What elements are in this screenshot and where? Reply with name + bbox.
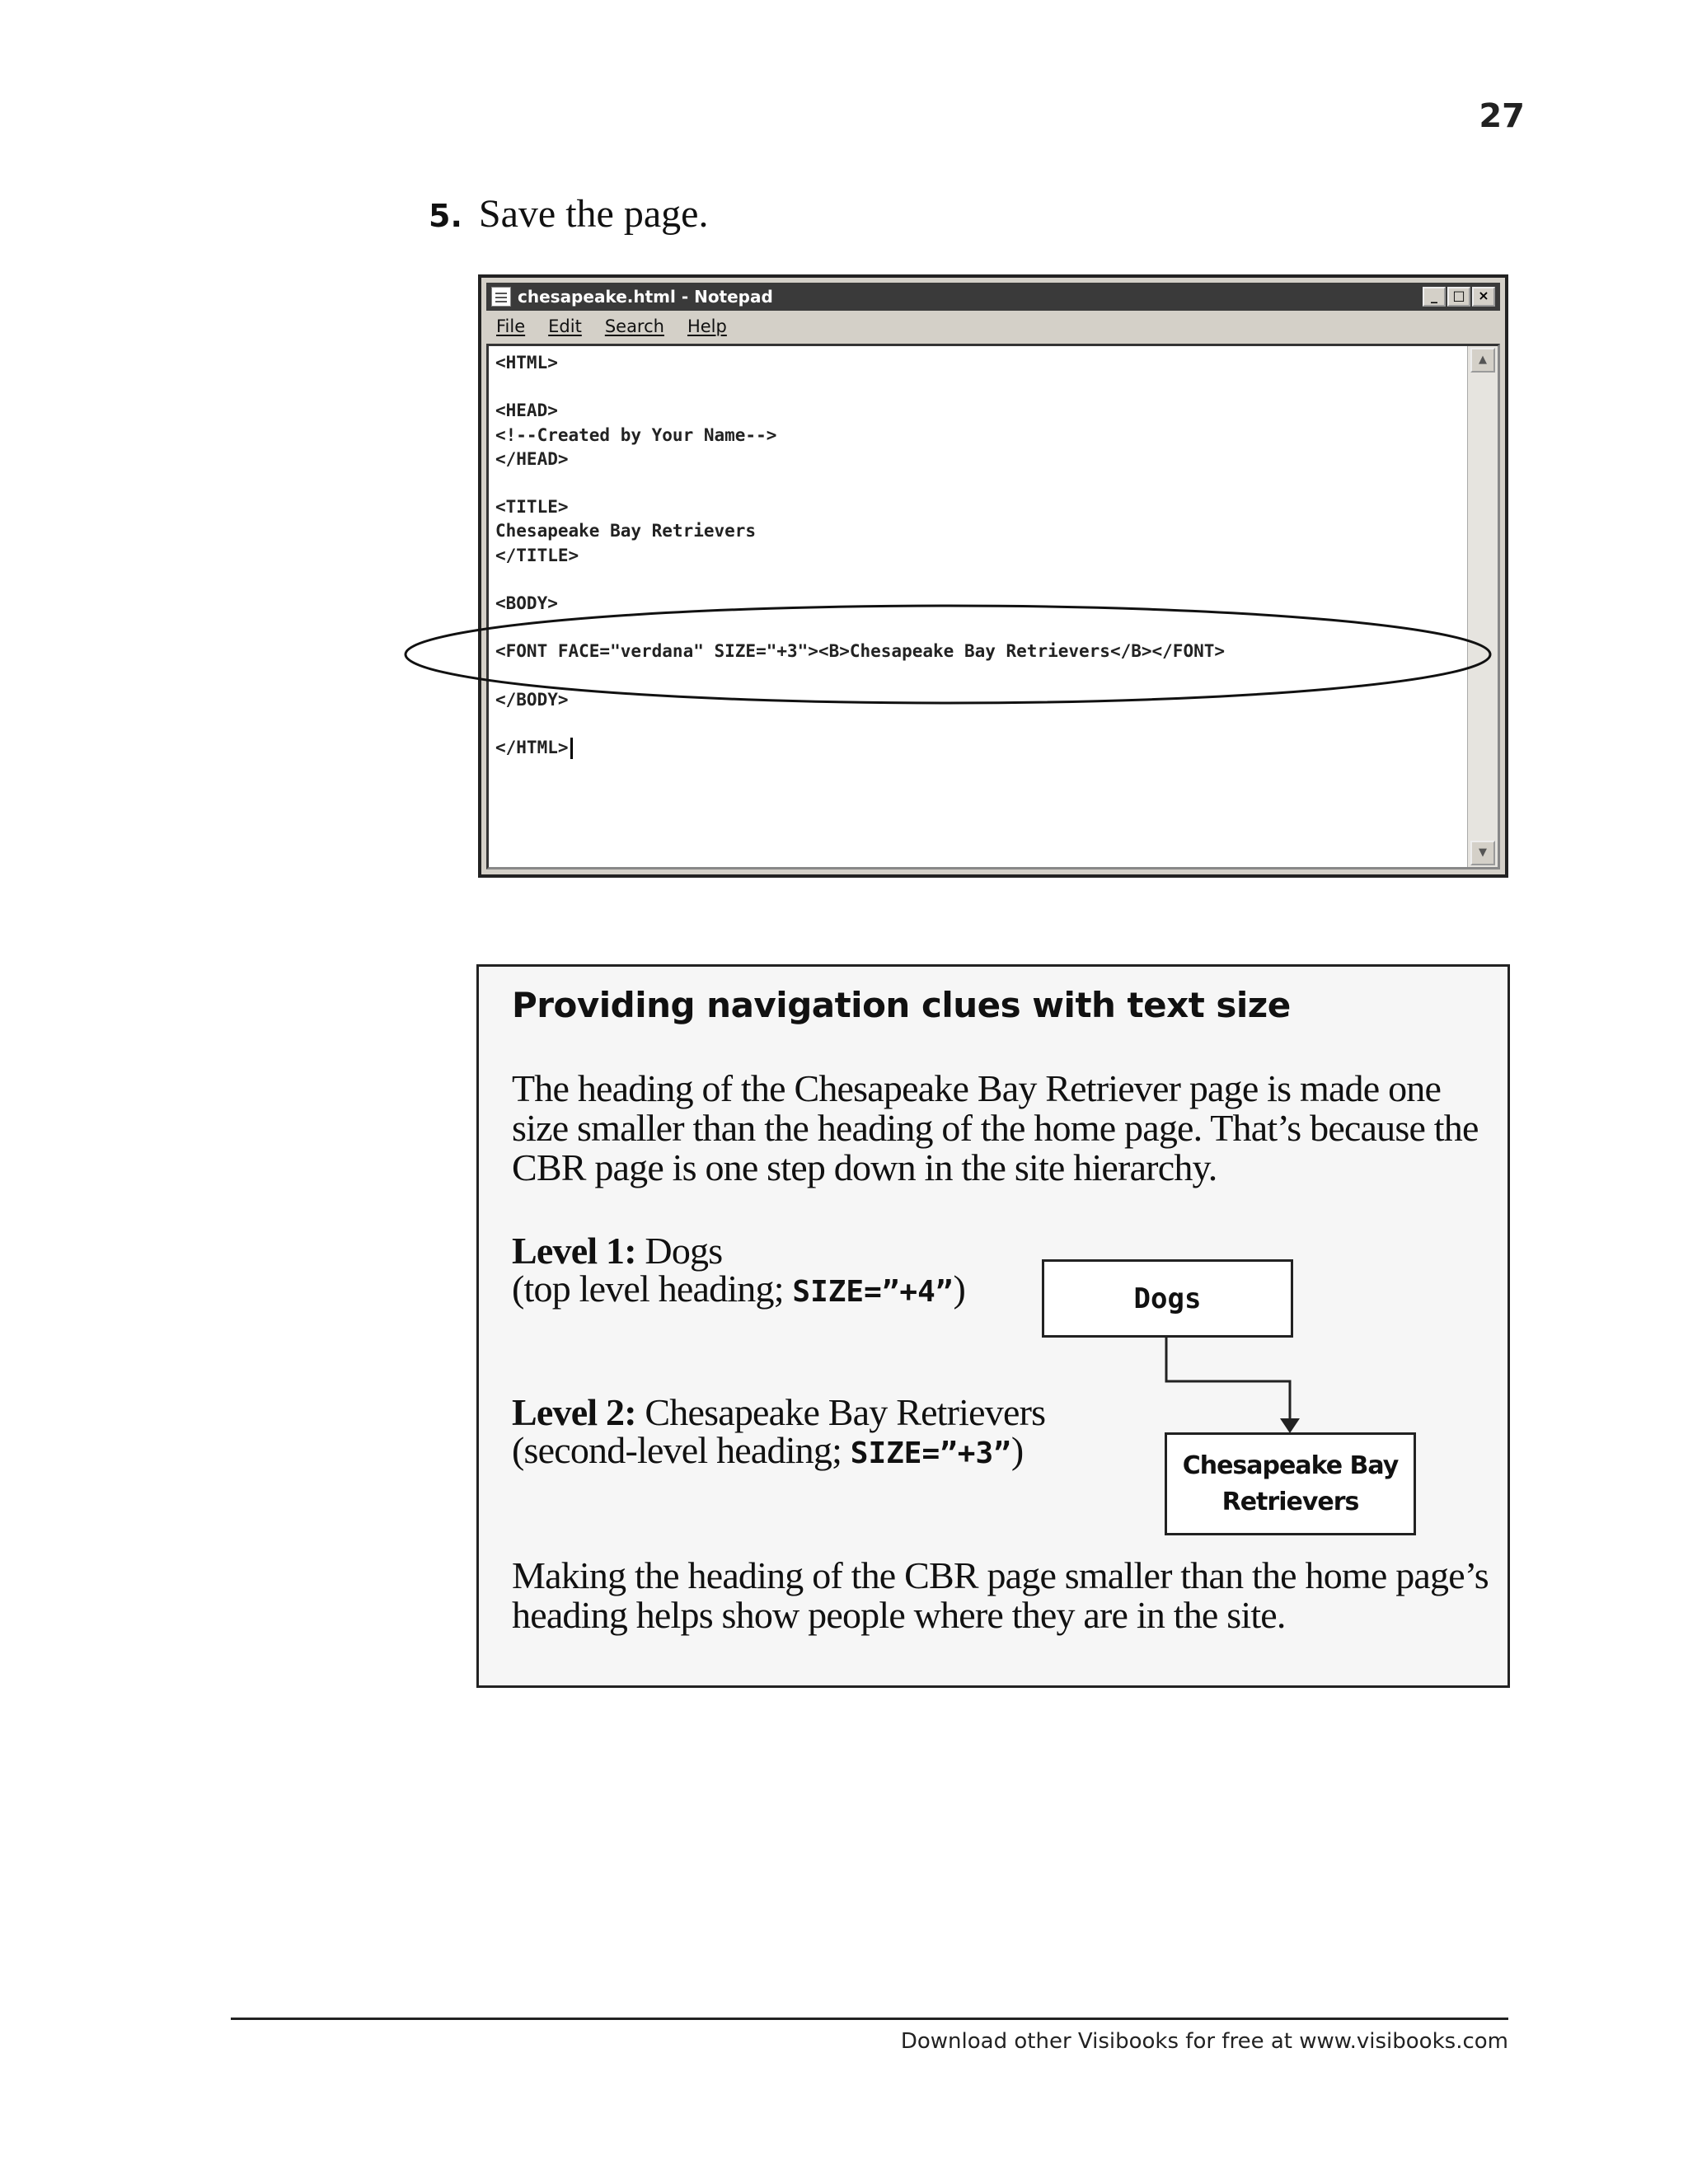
menu-search[interactable]: Search xyxy=(604,316,664,336)
code-line: </HEAD> xyxy=(495,448,569,469)
step-instruction xyxy=(429,191,708,237)
notepad-title: chesapeake.html - Notepad xyxy=(518,287,773,307)
notepad-menubar xyxy=(486,312,1500,340)
scroll-down-arrow-icon[interactable]: ▼ xyxy=(1470,841,1495,865)
level-1-code: SIZE=”+4” xyxy=(792,1275,954,1309)
menu-file[interactable]: File xyxy=(496,316,526,336)
notepad-app-icon xyxy=(491,287,511,307)
diagram-box-dogs: Dogs xyxy=(1042,1259,1293,1338)
scroll-up-arrow-icon[interactable]: ▲ xyxy=(1470,348,1495,373)
code-line xyxy=(495,712,1225,736)
code-line: </HTML> xyxy=(495,736,1225,760)
footer-rule xyxy=(231,2018,1508,2020)
level-2-name: Chesapeake Bay Retrievers xyxy=(645,1391,1046,1433)
menu-edit[interactable]: Edit xyxy=(548,316,582,336)
step-text: Save the page. xyxy=(478,192,709,236)
notepad-titlebar[interactable] xyxy=(486,283,1500,311)
sidebar-intro: The heading of the Chesapeake Bay Retriever page is made one size smaller than the heading of the home page. That’s because the CBR page is one step down in the site hierarchy. xyxy=(512,1067,1479,1188)
diagram-box-chesapeake: Chesapeake Bay Retrievers xyxy=(1165,1432,1416,1535)
code-line: <BODY> xyxy=(495,593,558,614)
sidebar-title: Providing navigation clues with text size xyxy=(512,985,1291,1025)
level-2-code: SIZE=”+3” xyxy=(850,1436,1011,1470)
code-line: </BODY> xyxy=(495,689,569,710)
notepad-window xyxy=(478,274,1508,878)
code-line: <!--Created by Your Name--> xyxy=(495,424,777,445)
level-2-label: Level 2: xyxy=(512,1391,636,1433)
text-cursor xyxy=(570,738,573,759)
code-line: </TITLE> xyxy=(495,545,579,565)
highlight-ellipse xyxy=(402,602,1493,707)
level-2-desc-suffix: ) xyxy=(1010,1429,1024,1471)
level-1-desc-prefix: (top level heading; xyxy=(512,1268,793,1310)
level-2-desc-prefix: (second-level heading; xyxy=(512,1429,851,1471)
maximize-button[interactable]: □ xyxy=(1447,287,1470,307)
code-line: <HEAD> xyxy=(495,401,558,421)
window-controls xyxy=(1423,287,1495,307)
code-line xyxy=(495,375,1225,399)
code-line: <HTML> xyxy=(495,353,558,373)
step-number: 5. xyxy=(429,198,462,234)
close-button[interactable]: × xyxy=(1472,287,1495,307)
code-line: Chesapeake Bay Retrievers xyxy=(495,521,757,541)
code-line xyxy=(495,568,1225,592)
code-line xyxy=(495,471,1225,495)
level-1-desc-suffix: ) xyxy=(953,1268,965,1310)
page-number: 27 xyxy=(1479,97,1525,135)
footer-text: Download other Visibooks for free at www.visibooks.com xyxy=(900,2029,1508,2054)
code-line-highlighted: <FONT FACE="verdana" SIZE="+3"><B>Chesapeake Bay Retrievers</B></FONT> xyxy=(495,641,1226,662)
level-1-name: Dogs xyxy=(645,1230,723,1272)
code-line: <TITLE> xyxy=(495,497,569,518)
sidebar-outro: Making the heading of the CBR page smaller than the home page’s heading helps show people where they are in the site. xyxy=(512,1554,1489,1636)
sidebar-box xyxy=(476,964,1510,1688)
level-1-label: Level 1: xyxy=(512,1230,636,1272)
minimize-button[interactable]: _ xyxy=(1423,287,1446,307)
menu-help[interactable]: Help xyxy=(687,316,727,336)
